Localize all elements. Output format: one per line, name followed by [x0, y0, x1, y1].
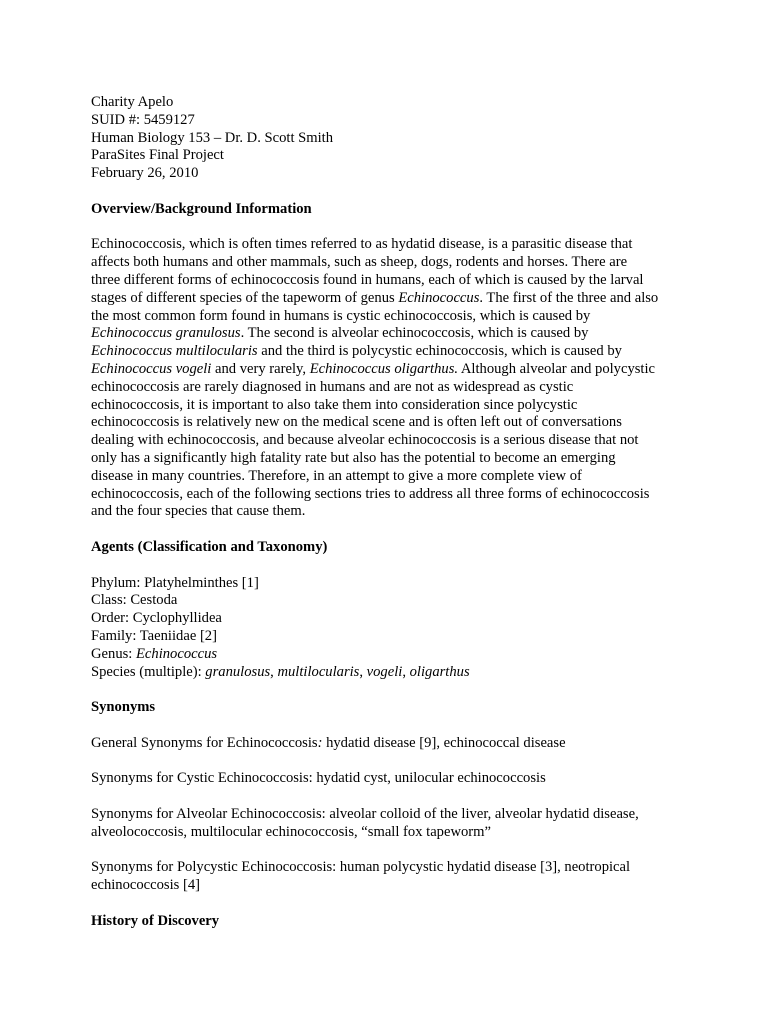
overview-line: disease in many countries. Therefore, in an attempt to give a more complete view of	[91, 467, 582, 484]
overview-line: echinococcosis, each of the following sections tries to address all three forms of echinococcosis	[91, 485, 650, 502]
taxonomy-species: Species (multiple): granulosus, multilocularis, vogeli, oligarthus	[91, 663, 470, 680]
overview-heading: Overview/Background Information	[91, 200, 312, 217]
overview-line: echinococcosis is relatively new on the medical scene and is often left out of conversations	[91, 414, 622, 431]
agents-heading: Agents (Classification and Taxonomy)	[91, 538, 328, 555]
overview-line: dealing with echinococcosis, and because alveolar echinococcosis is a serious disease that not	[91, 432, 639, 449]
overview-line: affects both humans and other mammals, such as sheep, dogs, rodents and horses. There are	[91, 254, 628, 271]
taxonomy-phylum: Phylum: Platyhelminthes [1]	[91, 574, 259, 591]
taxonomy-genus: Genus: Echinococcus	[91, 645, 218, 662]
synonyms-cystic: Synonyms for Cystic Echinococcosis: hydatid cyst, unilocular echinococcosis	[91, 770, 546, 787]
taxonomy-family: Family: Taeniidae [2]	[91, 627, 217, 644]
overview-line: Echinococcus multilocularis and the third is polycystic echinococcosis, which is caused by	[91, 343, 622, 360]
overview-line: Echinococcosis, which is often times referred to as hydatid disease, is a parasitic disease that	[91, 236, 633, 253]
overview-line: three different forms of echinococcosis found in humans, each of which is caused by the larval	[91, 271, 644, 288]
overview-line: Echinococcus vogeli and very rarely, Echinococcus oligarthus. Although alveolar and polycystic	[91, 360, 656, 377]
synonyms-general: General Synonyms for Echinococcosis: hydatid disease [9], echinococcal disease	[91, 734, 566, 751]
course-line: Human Biology 153 – Dr. D. Scott Smith	[91, 129, 334, 146]
synonyms-polycystic: echinococcosis [4]	[91, 877, 201, 894]
overview-line: echinococcosis, it is important to also take them into consideration since polycystic	[91, 396, 578, 413]
overview-line: stages of different species of the tapeworm of genus Echinococcus. The first of the three and also	[91, 289, 659, 306]
overview-line: only has a significantly high fatality rate but also has the potential to become an emerging	[91, 449, 616, 466]
synonyms-alveolar: alveolococcosis, multilocular echinococcosis, “small fox tapeworm”	[91, 823, 491, 840]
document-body	[91, 94, 691, 930]
overview-paragraph	[91, 236, 691, 521]
document-date: February 26, 2010	[91, 165, 199, 182]
taxonomy-order: Order: Cyclophyllidea	[91, 610, 222, 627]
taxonomy-class: Class: Cestoda	[91, 592, 178, 609]
overview-line: and the four species that cause them.	[91, 503, 306, 520]
synonyms-alveolar: Synonyms for Alveolar Echinococcosis: alveolar colloid of the liver, alveolar hydatid disease,	[91, 805, 639, 822]
student-id: SUID #: 5459127	[91, 111, 195, 128]
overview-line: the most common form found in humans is cystic echinococcosis, which is caused by	[91, 307, 591, 324]
project-title: ParaSites Final Project	[91, 147, 224, 164]
synonyms-heading: Synonyms	[91, 699, 156, 716]
overview-line: echinococcosis are rarely diagnosed in humans and are not as widespread as cystic	[91, 378, 574, 395]
synonyms-polycystic: Synonyms for Polycystic Echinococcosis: human polycystic hydatid disease [3], neotropical	[91, 859, 631, 876]
history-heading: History of Discovery	[91, 912, 220, 929]
author-name: Charity Apelo	[91, 94, 174, 110]
overview-line: Echinococcus granulosus. The second is alveolar echinococcosis, which is caused by	[91, 325, 589, 342]
